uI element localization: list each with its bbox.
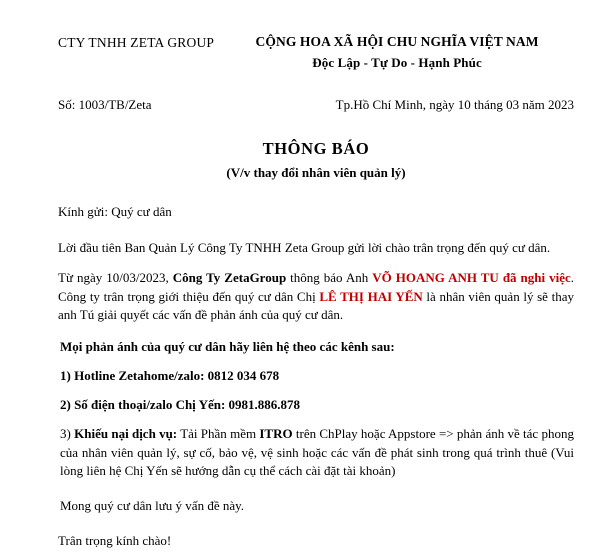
document-title: THÔNG BÁO (262, 139, 370, 158)
paragraph-announcement (58, 269, 574, 326)
paragraph-greeting: Lời đầu tiên Ban Quản Lý Công Ty TNHH Zeta Group gửi lời chào trân trọng đến quý cư dân. (58, 239, 551, 255)
national-motto: Độc Lập - Tự Do - Hạnh Phúc (312, 55, 482, 70)
company-name: CTY TNHH ZETA GROUP (58, 35, 215, 50)
title-block (58, 139, 574, 181)
channel-item-phone: 2) Số điện thoại/zalo Chị Yến: 0981.886.878 (60, 396, 301, 412)
app-name: ITRO (259, 425, 293, 441)
document-number: Số: 1003/TB/Zeta (58, 97, 152, 112)
signoff-line: Trân trọng kính chào! (58, 533, 172, 549)
announce-text-2: thông báo Anh (286, 269, 373, 285)
channel-item-complaint (58, 425, 574, 482)
reference-line (58, 97, 574, 113)
national-heading (220, 34, 574, 71)
closing-note: Mong quý cư dân lưu ý vấn đề này. (60, 498, 245, 514)
announce-text-3: . Công ty trân trọng giới thiệu đến quý cư dân Chị (58, 269, 575, 304)
announce-text-4: là nhân viên quản lý sẽ thay anh Tú giải quyết các vấn đề phản ánh của quý cư dân. (58, 288, 574, 323)
complaint-text-3: trên ChPlay hoặc Appstore => phản ánh về tác phong của nhân viên quản lý, sự cố, bảo vệ, vệ sinh hoặc các vấn đề phát sinh trong quá trình thuê (Vui lòng liên hệ Chị Yến sẽ hướng dẫn cụ thể cách cài đặt tài khoản) (60, 425, 574, 479)
complaint-text-1: 3) (60, 425, 75, 441)
document-subtitle: (V/v thay đổi nhân viên quản lý) (226, 165, 406, 180)
former-staff-name: VÕ HOANG ANH TU đã nghi việc (372, 269, 571, 285)
complaint-label: Khiếu nại dịch vụ: (74, 425, 178, 441)
announce-text-1: Từ ngày 10/03/2023, (58, 269, 173, 285)
company-bold: Công Ty ZetaGroup (172, 269, 287, 285)
new-staff-name: LÊ THỊ HAI YẾN (319, 288, 423, 304)
channels-heading: Mọi phản ánh của quý cư dân hãy liên hệ theo các kênh sau: (60, 339, 395, 355)
national-title: CỘNG HOA XÃ HỘI CHU NGHĨA VIỆT NAM (255, 34, 539, 49)
document-header (58, 34, 574, 71)
document-body (58, 203, 574, 551)
complaint-text-2: Tải Phần mềm (177, 425, 260, 441)
place-and-date: Tp.Hồ Chí Minh, ngày 10 tháng 03 năm 2023 (335, 97, 574, 112)
recipient-line: Kính gửi: Quý cư dân (58, 204, 172, 219)
channel-item-hotline: 1) Hotline Zetahome/zalo: 0812 034 678 (60, 368, 280, 384)
